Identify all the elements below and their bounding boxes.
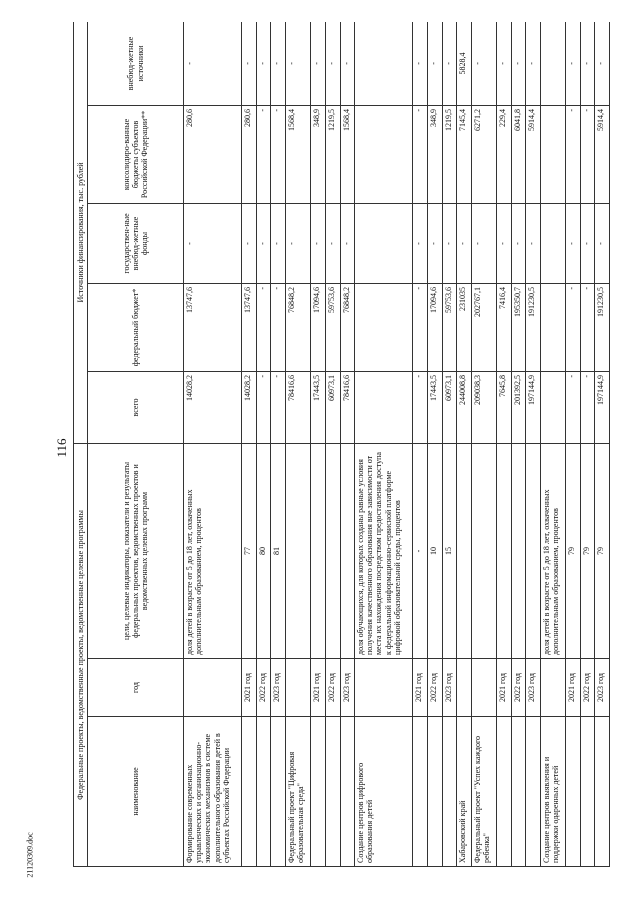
row-total — [355, 371, 413, 443]
row-name — [511, 717, 526, 867]
row-goal — [595, 443, 610, 658]
row-extra: - — [595, 22, 610, 105]
row-extra: - — [580, 22, 595, 105]
goal-text: доля обучающихся, для которых созданы равные условия получения качественного образования вне зависимости от места их нахождения посредством предоставления доступа к федеральной информационно-сервисной платформе цифровой образовательной среды, процентов — [356, 452, 402, 655]
row-federal: - — [271, 283, 286, 371]
table-row — [256, 22, 271, 867]
row-extra: - — [256, 22, 271, 105]
row-name: Создание центров выявления и поддержки одаренных детей — [540, 717, 566, 867]
row-year: 2022 год — [428, 659, 443, 717]
header-state-funds: государствен-ные внебюд-жетные фонды — [88, 203, 184, 283]
table-row — [457, 22, 472, 867]
row-federal: 17094,6 — [311, 283, 326, 371]
row-federal — [540, 283, 566, 371]
table-row — [428, 22, 443, 867]
row-name — [326, 717, 341, 867]
row-extra: - — [497, 22, 512, 105]
row-name: Формирование современных управленческих и организационно-экономических механизмов в системе дополнительного образования детей в субъектах Российской Федерации — [184, 717, 242, 867]
goal-value: 10 — [429, 546, 438, 555]
goal-text: доля детей в возрасте от 5 до 18 лет, охваченных дополнительным образованием, процентов — [541, 489, 560, 655]
header-year: год — [88, 659, 184, 717]
goal-value: 81 — [272, 546, 282, 555]
row-total: 201392,5 — [511, 371, 526, 443]
row-goal — [497, 443, 512, 658]
row-total: - — [566, 371, 581, 443]
header-goals: цели, целевые индикаторы, показатели и результаты федеральных проектов, ведомственных проектов и ведомственных целевых программ — [88, 443, 184, 658]
row-extra: - — [471, 22, 497, 105]
row-extra: - — [311, 22, 326, 105]
table-row — [471, 22, 497, 867]
table-row — [595, 22, 610, 867]
row-federal: - — [256, 283, 271, 371]
row-federal: 231035 — [457, 283, 472, 371]
row-name — [595, 717, 610, 867]
row-regional: 280,6 — [184, 105, 242, 203]
header-programs-group: Федеральные проекты, ведомственные проекты, ведомственные целевые программы — [74, 443, 88, 866]
table-row — [184, 22, 242, 867]
row-state-funds: - — [457, 203, 472, 283]
goal-value: - — [414, 549, 424, 553]
row-goal — [285, 443, 311, 658]
row-extra: - — [566, 22, 581, 105]
row-federal: 59753,6 — [326, 283, 341, 371]
table-row — [497, 22, 512, 867]
row-total: 14028,2 — [242, 371, 257, 443]
row-federal: - — [566, 283, 581, 371]
rotated-table-container — [73, 22, 610, 867]
goal-value: 79 — [596, 546, 606, 555]
row-total: 244008,8 — [457, 371, 472, 443]
row-total: 60973,1 — [326, 371, 341, 443]
row-total: 197144,9 — [526, 371, 541, 443]
row-year: 2021 год — [413, 659, 428, 717]
row-year: 2021 год — [311, 659, 326, 717]
row-state-funds: - — [311, 203, 326, 283]
row-federal: 195350,7 — [511, 283, 526, 371]
row-goal — [428, 443, 443, 658]
row-goal — [526, 443, 541, 658]
table-row — [413, 22, 428, 867]
row-regional: - — [256, 105, 271, 203]
row-total: 14028,2 — [184, 371, 242, 443]
row-regional: 1568,4 — [340, 105, 355, 203]
row-federal: 191230,5 — [595, 283, 610, 371]
row-year: 2023 год — [271, 659, 286, 717]
row-federal: 191230,5 — [526, 283, 541, 371]
row-state-funds — [355, 203, 413, 283]
row-regional — [355, 105, 413, 203]
header-name: наименование — [88, 717, 184, 867]
row-state-funds: - — [256, 203, 271, 283]
goal-text: доля детей в возрасте от 5 до 18 лет, охваченных дополнительным образованием, процентов — [185, 489, 204, 655]
row-regional: 348,9 — [311, 105, 326, 203]
row-goal — [271, 443, 286, 658]
row-goal — [566, 443, 581, 658]
row-goal — [326, 443, 341, 658]
row-goal — [511, 443, 526, 658]
header-sources-group: Источники финансирования, тыс. рублей — [74, 22, 88, 443]
row-total: - — [413, 371, 428, 443]
goal-value: 79 — [567, 546, 577, 555]
row-goal — [457, 443, 472, 658]
row-year — [471, 659, 497, 717]
row-extra: - — [511, 22, 526, 105]
row-total: - — [256, 371, 271, 443]
row-state-funds: - — [428, 203, 443, 283]
table-row — [442, 22, 457, 867]
row-federal: 13747,6 — [242, 283, 257, 371]
row-state-funds: - — [242, 203, 257, 283]
row-federal: - — [580, 283, 595, 371]
table-row — [285, 22, 311, 867]
row-extra: - — [326, 22, 341, 105]
row-year: 2021 год — [497, 659, 512, 717]
row-extra: 5828,4 — [457, 22, 472, 105]
table-row — [526, 22, 541, 867]
row-regional: - — [580, 105, 595, 203]
row-name — [311, 717, 326, 867]
row-total: 197144,9 — [595, 371, 610, 443]
financing-table — [73, 22, 610, 867]
row-extra — [540, 22, 566, 105]
goal-value: 80 — [257, 546, 267, 555]
table-body — [184, 22, 610, 867]
row-regional: 6041,8 — [511, 105, 526, 203]
row-year: 2022 год — [326, 659, 341, 717]
row-name — [442, 717, 457, 867]
row-extra: - — [428, 22, 443, 105]
header-extra: внебюд-жетные источники — [88, 22, 184, 105]
table-row — [326, 22, 341, 867]
row-extra: - — [285, 22, 311, 105]
row-state-funds: - — [442, 203, 457, 283]
row-year: 2023 год — [595, 659, 610, 717]
row-state-funds: - — [566, 203, 581, 283]
row-federal: 76848,2 — [285, 283, 311, 371]
row-regional: 6271,2 — [471, 105, 497, 203]
goal-value: 15 — [443, 546, 453, 555]
row-regional: 5914,4 — [526, 105, 541, 203]
row-regional: 348,9 — [428, 105, 443, 203]
row-state-funds — [540, 203, 566, 283]
goal-value: 77 — [243, 546, 253, 555]
row-extra: - — [242, 22, 257, 105]
table-row — [540, 22, 566, 867]
row-goal — [355, 443, 413, 658]
row-regional: 5914,4 — [595, 105, 610, 203]
row-year: 2023 год — [526, 659, 541, 717]
row-name: Федеральный проект "Успех каждого ребенка" — [471, 717, 497, 867]
row-goal — [540, 443, 566, 658]
row-total: 78416,6 — [285, 371, 311, 443]
row-goal — [311, 443, 326, 658]
row-state-funds: - — [526, 203, 541, 283]
row-state-funds: - — [511, 203, 526, 283]
row-goal — [256, 443, 271, 658]
row-regional: 1568,4 — [285, 105, 311, 203]
header-federal: федеральный бюджет* — [88, 283, 184, 371]
row-federal: 202767,1 — [471, 283, 497, 371]
row-year: 2023 год — [340, 659, 355, 717]
row-regional: 7145,4 — [457, 105, 472, 203]
row-federal — [355, 283, 413, 371]
row-state-funds: - — [595, 203, 610, 283]
row-name — [340, 717, 355, 867]
row-name: Создание центров цифрового образования детей — [355, 717, 413, 867]
header-regional: консолидиро-ванные бюджеты субъектов Российской Федерации** — [88, 105, 184, 203]
row-year — [355, 659, 413, 717]
row-total: 17443,5 — [428, 371, 443, 443]
row-regional: 280,6 — [242, 105, 257, 203]
row-name — [271, 717, 286, 867]
row-state-funds: - — [285, 203, 311, 283]
row-goal — [580, 443, 595, 658]
table-row — [271, 22, 286, 867]
row-state-funds: - — [271, 203, 286, 283]
table-row — [511, 22, 526, 867]
row-year: 2022 год — [511, 659, 526, 717]
row-regional: - — [271, 105, 286, 203]
row-extra: - — [340, 22, 355, 105]
row-year: 2021 год — [566, 659, 581, 717]
table-row — [580, 22, 595, 867]
row-extra: - — [184, 22, 242, 105]
row-extra: - — [526, 22, 541, 105]
row-state-funds: - — [413, 203, 428, 283]
row-state-funds: - — [497, 203, 512, 283]
table-row — [311, 22, 326, 867]
row-goal — [242, 443, 257, 658]
row-federal: 7416,4 — [497, 283, 512, 371]
rotated-table — [73, 22, 610, 867]
row-name — [566, 717, 581, 867]
row-federal: 13747,6 — [184, 283, 242, 371]
row-name: Федеральный проект "Цифровая образовательная среда" — [285, 717, 311, 867]
table-row — [340, 22, 355, 867]
row-name — [580, 717, 595, 867]
row-year: 2022 год — [256, 659, 271, 717]
row-total: 17443,5 — [311, 371, 326, 443]
row-year — [540, 659, 566, 717]
row-total: 7645,8 — [497, 371, 512, 443]
row-federal: 76848,2 — [340, 283, 355, 371]
row-extra: - — [442, 22, 457, 105]
row-goal — [442, 443, 457, 658]
row-year: 2023 год — [442, 659, 457, 717]
row-total: - — [271, 371, 286, 443]
row-year: 2021 год — [242, 659, 257, 717]
row-name — [497, 717, 512, 867]
row-extra: - — [413, 22, 428, 105]
row-total: 60973,1 — [442, 371, 457, 443]
row-state-funds: - — [471, 203, 497, 283]
table-row — [242, 22, 257, 867]
row-goal — [471, 443, 497, 658]
row-year — [184, 659, 242, 717]
row-extra: - — [271, 22, 286, 105]
row-total: 78416,6 — [340, 371, 355, 443]
row-name — [242, 717, 257, 867]
header-total: всего — [88, 371, 184, 443]
row-federal: 17094,6 — [428, 283, 443, 371]
row-regional: 229,4 — [497, 105, 512, 203]
row-regional: 1219,5 — [326, 105, 341, 203]
row-extra — [355, 22, 413, 105]
row-state-funds: - — [184, 203, 242, 283]
row-state-funds: - — [580, 203, 595, 283]
table-row — [355, 22, 413, 867]
row-name — [413, 717, 428, 867]
row-state-funds: - — [326, 203, 341, 283]
row-regional: - — [566, 105, 581, 203]
row-regional: 1219,5 — [442, 105, 457, 203]
row-state-funds: - — [340, 203, 355, 283]
row-year — [285, 659, 311, 717]
row-total: 209038,3 — [471, 371, 497, 443]
table-row — [566, 22, 581, 867]
row-year: 2022 год — [580, 659, 595, 717]
row-year — [457, 659, 472, 717]
row-goal — [413, 443, 428, 658]
row-goal — [340, 443, 355, 658]
goal-value: 79 — [581, 546, 591, 555]
row-total: - — [580, 371, 595, 443]
row-goal — [184, 443, 242, 658]
row-name: Хабаровский край — [457, 717, 472, 867]
row-regional — [540, 105, 566, 203]
row-federal: - — [413, 283, 428, 371]
row-name — [256, 717, 271, 867]
row-regional: - — [413, 105, 428, 203]
row-name — [526, 717, 541, 867]
row-federal: 59753,6 — [442, 283, 457, 371]
row-name — [428, 717, 443, 867]
row-total — [540, 371, 566, 443]
